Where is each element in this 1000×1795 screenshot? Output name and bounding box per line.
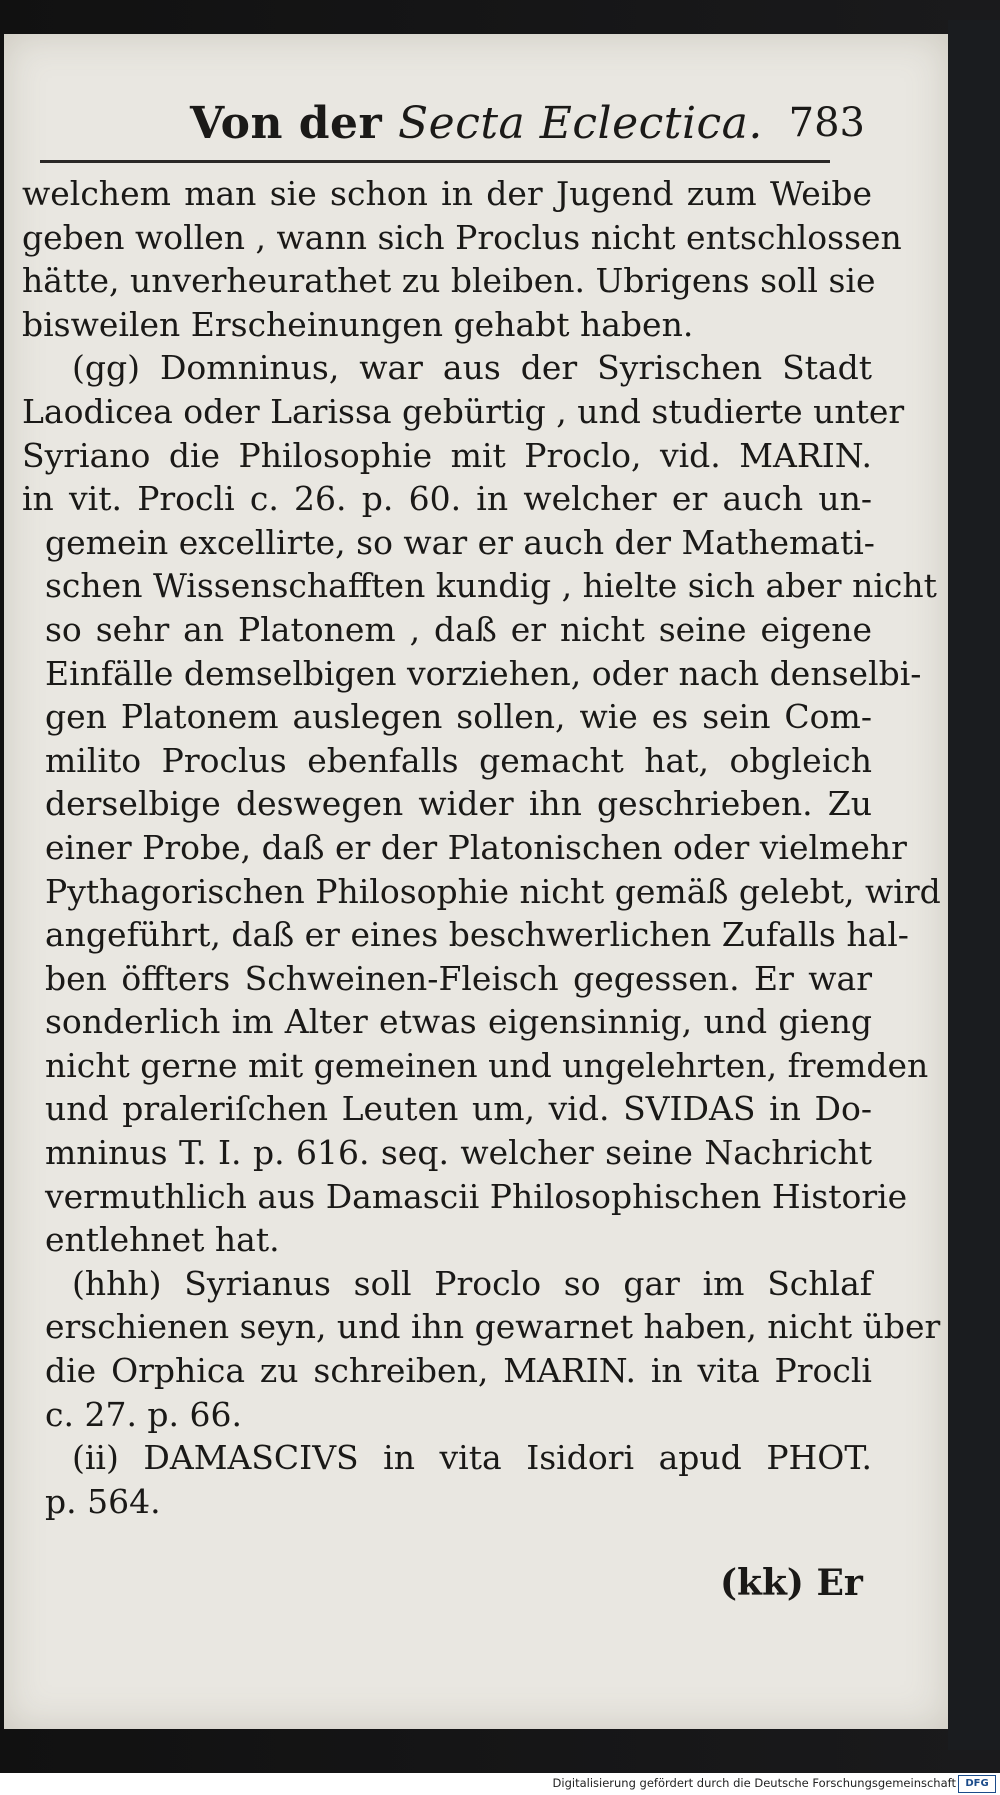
text-line: die Orphica zu schreiben, MARIN. in vita Procli: [45, 1351, 872, 1391]
digitization-credit: Digitalisierung gefördert durch die Deutsche Forschungsgemeinschaft: [552, 1776, 956, 1790]
text-line: mninus T. I. p. 616. seq. welcher seine Nachricht: [45, 1133, 872, 1173]
text-line: ben öffters Schweinen-Fleisch gegessen. Er war: [45, 958, 872, 998]
text-line: bisweilen Erscheinungen gehabt haben.: [22, 304, 694, 344]
text-line: einer Probe, daß er der Platonischen oder vielmehr: [45, 827, 907, 867]
text-line: so sehr an Platonem , daß er nicht seine eigene: [45, 609, 872, 649]
text-line: (gg) Domninus, war aus der Syrischen Stadt: [72, 348, 872, 388]
text-line: Pythagorischen Philosophie nicht gemäß gelebt, wird: [45, 871, 941, 911]
running-title-part1: Von der: [190, 98, 399, 149]
text-line: Syriano die Philosophie mit Proclo, vid. MARIN.: [22, 435, 872, 475]
text-line: p. 564.: [45, 1481, 161, 1521]
text-line: sonderlich im Alter etwas eigensinnig, und gieng: [45, 1002, 872, 1042]
text-line: und praleriſchen Leuten um, vid. SVIDAS in Do-: [45, 1089, 872, 1129]
text-line: Laodicea oder Larissa gebürtig , und studierte unter: [22, 391, 905, 431]
text-line: gemein excellirte, so war er auch der Mathemati-: [45, 522, 875, 562]
text-line: erschienen seyn, und ihn gewarnet haben, nicht über: [45, 1307, 941, 1347]
text-line: (ii) DAMASCIVS in vita Isidori apud PHOT.: [72, 1438, 872, 1478]
text-line: angeführt, daß er eines beschwerlichen Zufalls hal-: [45, 915, 909, 955]
text-line: gen Platonem auslegen sollen, wie es sein Com-: [45, 697, 872, 737]
text-line: entlehnet hat.: [45, 1220, 280, 1260]
header-rule: [40, 160, 830, 163]
text-line: milito Proclus ebenfalls gemacht hat, obgleich: [45, 740, 872, 780]
text-line: c. 27. p. 66.: [45, 1394, 243, 1434]
text-line: derselbige deswegen wider ihn geschrieben. Zu: [45, 784, 872, 824]
text-line: Einfälle demselbigen vorziehen, oder nach denselbi-: [45, 653, 922, 693]
text-line: schen Wissenschafften kundig , hielte sich aber nicht: [45, 566, 937, 606]
catchword: (kk) Er: [720, 1562, 863, 1604]
text-line: hätte, unverheurathet zu bleiben. Ubrigens soll sie: [22, 261, 876, 301]
text-line: (hhh) Syrianus soll Proclo so gar im Schlaf: [72, 1263, 872, 1303]
scan-edge: [948, 20, 1000, 1750]
text-line: nicht gerne mit gemeinen und ungelehrten, fremden: [45, 1045, 929, 1085]
running-title-part2: Secta Eclectica.: [398, 98, 763, 149]
running-title: [190, 98, 763, 149]
body-text: [22, 172, 941, 1523]
dfg-logo-icon: DFG: [958, 1775, 996, 1793]
text-line: in vit. Procli c. 26. p. 60. in welcher er auch un-: [22, 479, 872, 519]
page-number: 783: [788, 100, 865, 146]
text-line: vermuthlich aus Damascii Philosophischen Historie: [45, 1176, 908, 1216]
page-header: [40, 88, 880, 168]
text-line: welchem man sie schon in der Jugend zum Weibe: [22, 174, 872, 213]
text-line: geben wollen , wann sich Proclus nicht entschlossen: [22, 217, 902, 257]
